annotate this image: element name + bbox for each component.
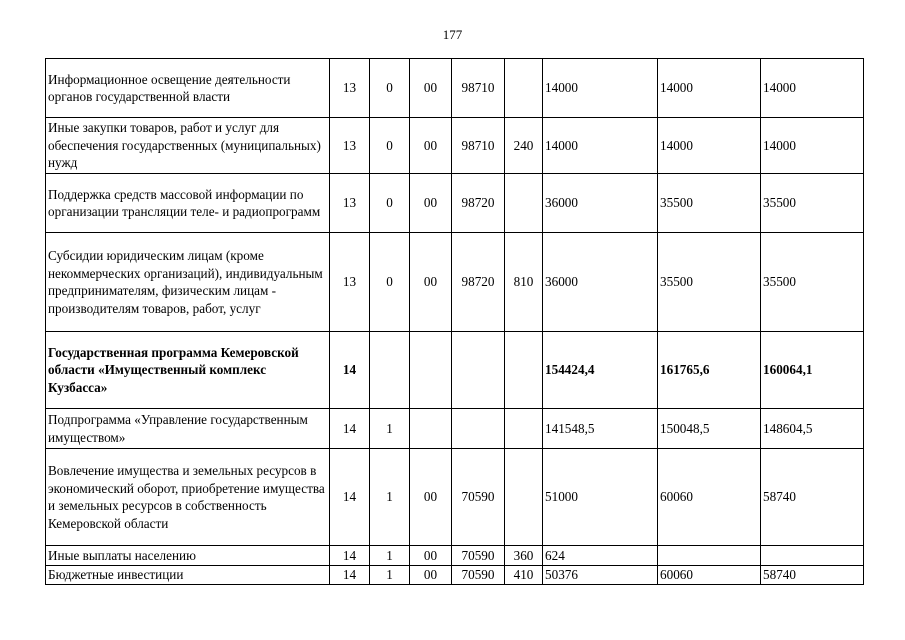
- table-row: [46, 449, 864, 546]
- subsection-code: 0: [370, 233, 410, 332]
- subsection-code: 1: [370, 566, 410, 585]
- table-row: [46, 118, 864, 174]
- value-year-3: 35500: [761, 174, 864, 233]
- value-year-2: 161765,6: [658, 332, 761, 409]
- table-row: [46, 59, 864, 118]
- row-description: Бюджетные инвестиции: [46, 566, 330, 585]
- value-year-1: 50376: [543, 566, 658, 585]
- program-code: [410, 332, 452, 409]
- subsection-code: 1: [370, 449, 410, 546]
- value-year-2: 60060: [658, 566, 761, 585]
- table-row: [46, 174, 864, 233]
- program-code: 00: [410, 118, 452, 174]
- expense-type-code: 240: [505, 118, 543, 174]
- section-code: 14: [330, 449, 370, 546]
- target-code: 98720: [452, 233, 505, 332]
- target-code: 70590: [452, 449, 505, 546]
- value-year-2: 35500: [658, 233, 761, 332]
- section-code: 13: [330, 59, 370, 118]
- expense-type-code: 810: [505, 233, 543, 332]
- value-year-2: 35500: [658, 174, 761, 233]
- value-year-1: 36000: [543, 233, 658, 332]
- subsection-code: 0: [370, 174, 410, 233]
- value-year-1: 141548,5: [543, 409, 658, 449]
- program-code: 00: [410, 449, 452, 546]
- expense-type-code: [505, 174, 543, 233]
- row-description: Поддержка средств массовой информации по организации трансляции теле- и радиопрограмм: [46, 174, 330, 233]
- value-year-3: 35500: [761, 233, 864, 332]
- page-number: 177: [442, 27, 463, 42]
- target-code: 98710: [452, 59, 505, 118]
- target-code: 70590: [452, 566, 505, 585]
- expense-type-code: 360: [505, 546, 543, 566]
- value-year-1: 36000: [543, 174, 658, 233]
- program-code: 00: [410, 233, 452, 332]
- value-year-2: 150048,5: [658, 409, 761, 449]
- row-description: Государственная программа Кемеровской области «Имущественный комплекс Кузбасса»: [46, 332, 330, 409]
- value-year-3: 160064,1: [761, 332, 864, 409]
- program-code: 00: [410, 546, 452, 566]
- section-code: 13: [330, 233, 370, 332]
- section-code: 13: [330, 118, 370, 174]
- target-code: [452, 409, 505, 449]
- value-year-3: 148604,5: [761, 409, 864, 449]
- row-description: Иные закупки товаров, работ и услуг для обеспечения государственных (муниципальных) нужд: [46, 118, 330, 174]
- row-description: Подпрограмма «Управление государственным имуществом»: [46, 409, 330, 449]
- expense-type-code: [505, 332, 543, 409]
- subsection-code: 1: [370, 409, 410, 449]
- row-description: Иные выплаты населению: [46, 546, 330, 566]
- section-code: 14: [330, 566, 370, 585]
- value-year-3: 58740: [761, 449, 864, 546]
- value-year-1: 14000: [543, 118, 658, 174]
- row-description: Информационное освещение деятельности органов государственной власти: [46, 59, 330, 118]
- value-year-1: 14000: [543, 59, 658, 118]
- value-year-3: 14000: [761, 59, 864, 118]
- section-code: 14: [330, 332, 370, 409]
- table-row: [46, 332, 864, 409]
- table-row: [46, 409, 864, 449]
- program-code: 00: [410, 566, 452, 585]
- expense-type-code: 410: [505, 566, 543, 585]
- program-code: 00: [410, 174, 452, 233]
- value-year-1: 624: [543, 546, 658, 566]
- program-code: 00: [410, 59, 452, 118]
- table-row: [46, 546, 864, 566]
- value-year-2: 14000: [658, 59, 761, 118]
- value-year-2: 60060: [658, 449, 761, 546]
- value-year-2: 14000: [658, 118, 761, 174]
- section-code: 13: [330, 174, 370, 233]
- target-code: [452, 332, 505, 409]
- target-code: 98720: [452, 174, 505, 233]
- section-code: 14: [330, 409, 370, 449]
- subsection-code: 0: [370, 59, 410, 118]
- value-year-3: [761, 546, 864, 566]
- program-code: [410, 409, 452, 449]
- value-year-2: [658, 546, 761, 566]
- section-code: 14: [330, 546, 370, 566]
- expense-type-code: [505, 449, 543, 546]
- expense-type-code: [505, 409, 543, 449]
- row-description: Субсидии юридическим лицам (кроме некоммерческих организаций), индивидуальным предпринимателям, физическим лицам - производителям товаров, работ, услуг: [46, 233, 330, 332]
- value-year-1: 51000: [543, 449, 658, 546]
- value-year-3: 58740: [761, 566, 864, 585]
- value-year-3: 14000: [761, 118, 864, 174]
- row-description: Вовлечение имущества и земельных ресурсов в экономический оборот, приобретение имущества и земельных ресурсов в собственность Кемеровской области: [46, 449, 330, 546]
- expense-type-code: [505, 59, 543, 118]
- subsection-code: [370, 332, 410, 409]
- target-code: 70590: [452, 546, 505, 566]
- subsection-code: 0: [370, 118, 410, 174]
- table-row: [46, 566, 864, 585]
- value-year-1: 154424,4: [543, 332, 658, 409]
- table-row: [46, 233, 864, 332]
- target-code: 98710: [452, 118, 505, 174]
- budget-table: [45, 58, 864, 585]
- subsection-code: 1: [370, 546, 410, 566]
